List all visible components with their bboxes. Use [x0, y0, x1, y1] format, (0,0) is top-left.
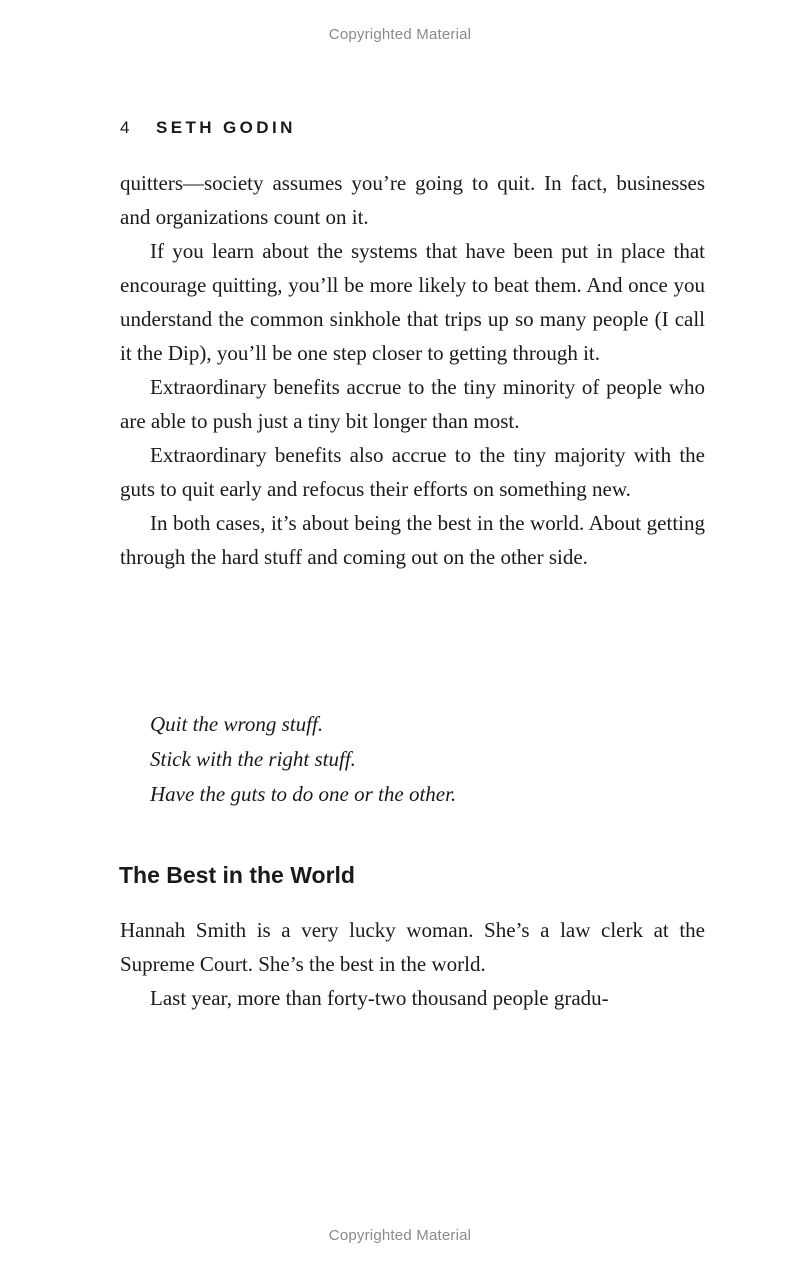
- page-number: 4: [120, 118, 130, 137]
- paragraph: Extraordinary benefits accrue to the tiny minority of people who are able to push just a tiny bit longer than most.: [120, 375, 705, 433]
- body-text: [120, 166, 705, 574]
- paragraph: If you learn about the systems that have been put in place that encourage quitting, you’ll be more likely to beat them. And once you understand the common sinkhole that trips up so many people (I call it the Dip), you’ll be one step closer to getting through it.: [120, 239, 705, 365]
- running-head: [120, 118, 296, 138]
- section-heading: The Best in the World: [119, 862, 355, 888]
- italic-verse: [150, 707, 456, 812]
- copyright-watermark-top: Copyrighted Material: [328, 26, 472, 43]
- running-head-author: SETH GODIN: [156, 118, 296, 137]
- paragraph: In both cases, it’s about being the best in the world. About getting through the hard stuff and coming out on the other side.: [120, 511, 705, 569]
- verse-line: Stick with the right stuff.: [150, 747, 356, 771]
- section-body-text: [120, 913, 705, 1015]
- copyright-watermark-bottom: Copyrighted Material: [328, 1227, 472, 1244]
- paragraph: quitters—society assumes you’re going to quit. In fact, businesses and organizations count on it.: [120, 171, 705, 229]
- paragraph: Extraordinary benefits also accrue to the tiny majority with the guts to quit early and refocus their efforts on something new.: [120, 443, 705, 501]
- paragraph: Hannah Smith is a very lucky woman. She’s a law clerk at the Supreme Court. She’s the best in the world.: [120, 918, 705, 976]
- verse-line: Have the guts to do one or the other.: [150, 782, 457, 806]
- verse-line: Quit the wrong stuff.: [150, 712, 324, 736]
- paragraph: Last year, more than forty-two thousand people gradu-: [150, 986, 609, 1010]
